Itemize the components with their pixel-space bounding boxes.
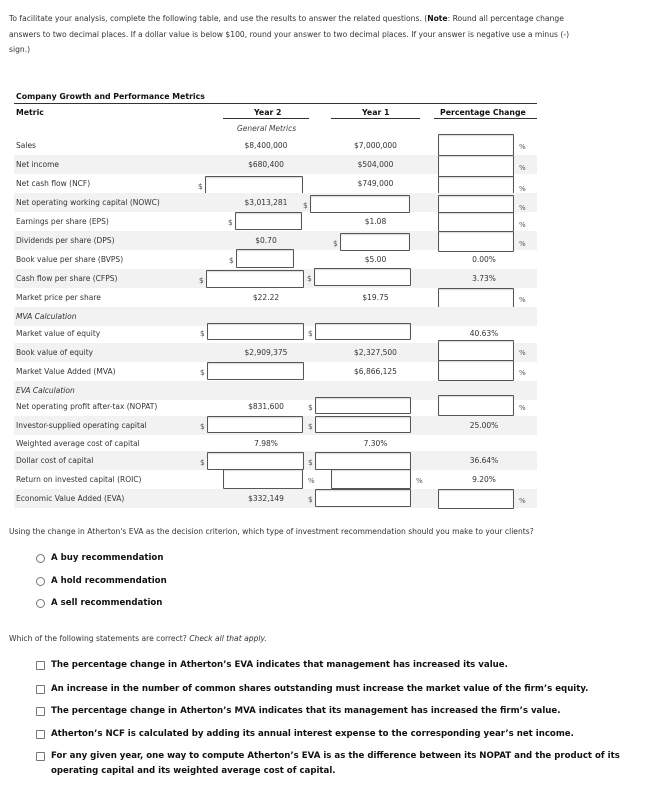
header-percentage-change: Percentage Change: [440, 108, 526, 117]
header-rule-year1: [331, 118, 420, 119]
percentage-change-value: 9.20%: [472, 475, 496, 484]
year2-value: $2,909,375: [244, 348, 288, 357]
radio-option-label: A buy recommendation: [51, 553, 164, 563]
dollar-input[interactable]: [206, 270, 304, 288]
row-label: Net income: [16, 160, 60, 169]
header-metric: Metric: [16, 108, 44, 117]
year1-value: $504,000: [357, 160, 394, 169]
header-rule-year2: [223, 118, 309, 119]
checkbox[interactable]: [36, 730, 45, 739]
percentage-change-value: 25.00%: [469, 421, 499, 430]
row-label: Market price per share: [16, 293, 101, 302]
percent-sign: %: [519, 143, 526, 151]
percent-sign: %: [519, 404, 526, 412]
row-label: Market Value Added (MVA): [16, 367, 116, 376]
year1-value: 7.30%: [363, 439, 388, 448]
percent-sign: %: [519, 296, 526, 304]
dollar-input[interactable]: [235, 212, 302, 230]
year1-value: $6,866,125: [354, 367, 397, 376]
percent-sign: %: [519, 164, 526, 172]
checkbox[interactable]: [36, 752, 45, 761]
dollar-input[interactable]: [236, 249, 294, 268]
dollar-sign: $: [200, 458, 205, 467]
dollar-sign: $: [333, 239, 338, 248]
percent-sign: %: [519, 185, 526, 193]
instructions-line2: answers to two decimal places. If a dollar value is below $100, round your answer to two decimal places. If your answer is negative use a minus (-): [9, 29, 570, 39]
year2-value: $22.22: [252, 293, 280, 302]
row-label: Book value of equity: [16, 348, 94, 357]
year1-value: $749,000: [357, 179, 394, 188]
table-top-rule: [14, 103, 537, 104]
percentage-change-value: 36.64%: [469, 456, 499, 465]
percent-sign: %: [519, 240, 526, 248]
year2-value: $3,013,281: [244, 198, 288, 207]
header-year2: Year 2: [254, 108, 282, 117]
checkbox-option-label: The percentage change in Atherton’s MVA indicates that its management has increased the firm’s value.: [51, 706, 561, 716]
row-label: Dividends per share (DPS): [16, 236, 115, 245]
instructions-line1a: To facilitate your analysis, complete the following table, and use the results to answer the related questions. (: [9, 14, 428, 23]
percent-input[interactable]: [438, 288, 514, 308]
dollar-input[interactable]: [315, 489, 411, 507]
year1-value: $5.00: [364, 255, 387, 264]
dollar-sign: $: [308, 422, 313, 431]
percent-sign: %: [416, 477, 423, 485]
percent-input[interactable]: [331, 469, 411, 489]
radio-option[interactable]: [36, 576, 167, 586]
checkbox-option-label: The percentage change in Atherton’s EVA indicates that management has increased its value.: [51, 660, 508, 670]
percentage-change-value: 0.00%: [472, 255, 496, 264]
checkbox-option[interactable]: [36, 682, 626, 697]
row-label: Net cash flow (NCF): [16, 179, 91, 188]
radio-option-label: A hold recommendation: [51, 576, 167, 586]
percent-sign: %: [519, 497, 526, 505]
question2-prompt: [9, 634, 267, 643]
question2-prompt-text: Which of the following statements are correct?: [9, 634, 190, 643]
dollar-input[interactable]: [207, 452, 304, 470]
percent-input[interactable]: [438, 340, 514, 361]
row-label: Return on invested capital (ROIC): [16, 475, 142, 484]
dollar-input[interactable]: [310, 195, 410, 213]
year1-value: $19.75: [362, 293, 389, 302]
dollar-sign: $: [308, 329, 313, 338]
row-label: Earnings per share (EPS): [16, 217, 109, 226]
instructions-line3: sign.): [9, 45, 31, 54]
percent-sign: %: [308, 477, 315, 485]
percent-input[interactable]: [438, 489, 514, 509]
dollar-input[interactable]: [207, 323, 304, 340]
year1-value: $1.08: [364, 217, 387, 226]
dollar-sign: $: [199, 276, 204, 285]
row-label: Net operating working capital (NOWC): [16, 198, 160, 207]
percent-input[interactable]: [438, 212, 514, 233]
dollar-sign: $: [228, 218, 233, 227]
year2-value: $680,400: [248, 160, 284, 169]
instructions: [9, 11, 629, 58]
row-label: Sales: [16, 141, 36, 150]
radio-button[interactable]: [36, 599, 45, 608]
row-label: Economic Value Added (EVA): [16, 494, 125, 503]
header-year1: Year 1: [362, 108, 390, 117]
row-label: Dollar cost of capital: [16, 456, 94, 465]
year1-value: $2,327,500: [354, 348, 397, 357]
checkbox[interactable]: [36, 707, 45, 716]
dollar-sign: $: [308, 458, 313, 467]
percent-input[interactable]: [438, 134, 514, 156]
header-rule-change: [434, 118, 537, 119]
percent-input[interactable]: [438, 360, 514, 381]
dollar-input[interactable]: [207, 416, 303, 433]
dollar-input[interactable]: [314, 268, 411, 286]
section-label: MVA Calculation: [16, 312, 77, 321]
dollar-sign: $: [308, 403, 313, 412]
section-label: EVA Calculation: [16, 386, 75, 395]
row-label: Book value per share (BVPS): [16, 255, 124, 264]
percent-input[interactable]: [223, 469, 303, 489]
percentage-change-value: 3.73%: [472, 274, 496, 283]
radio-option-label: A sell recommendation: [51, 598, 163, 608]
dollar-input[interactable]: [315, 397, 411, 414]
percent-sign: %: [519, 204, 526, 212]
dollar-sign: $: [198, 182, 203, 191]
dollar-input[interactable]: [207, 362, 304, 380]
checkbox-option-label: An increase in the number of common shares outstanding must increase the market value of the firm’s equity.: [51, 684, 589, 694]
dollar-input[interactable]: [315, 323, 411, 340]
percent-sign: %: [519, 221, 526, 229]
percent-input[interactable]: [438, 395, 514, 416]
radio-button[interactable]: [36, 554, 45, 563]
dollar-input[interactable]: [340, 233, 410, 251]
table-caption: Company Growth and Performance Metrics: [16, 92, 205, 101]
question1-prompt: Using the change in Atherton's EVA as the decision criterion, which type of investment recommendation should you make to your clients?: [9, 527, 534, 536]
dollar-sign: $: [308, 495, 313, 504]
dollar-sign: $: [303, 201, 308, 210]
checkbox-option[interactable]: [36, 658, 626, 673]
dollar-sign: $: [200, 368, 205, 377]
row-label: Market value of equity: [16, 329, 101, 338]
radio-button[interactable]: [36, 577, 45, 586]
percent-input[interactable]: [438, 231, 514, 252]
dollar-sign: $: [200, 329, 205, 338]
year2-subheader: General Metrics: [237, 124, 297, 133]
checkbox[interactable]: [36, 685, 45, 694]
year2-value: $8,400,000: [244, 141, 288, 150]
row-label: Investor-supplied operating capital: [16, 421, 147, 430]
row-label: Weighted average cost of capital: [16, 439, 140, 448]
checkbox-option-label: For any given year, one way to compute Atherton’s EVA is as the difference between its NOPAT and the product of its operating capital and its weighted average cost of capital.: [51, 751, 620, 776]
radio-option[interactable]: [36, 553, 163, 563]
row-label: Net operating profit after-tax (NOPAT): [16, 402, 158, 411]
checkbox-option[interactable]: [36, 704, 626, 719]
dollar-input[interactable]: [205, 176, 303, 194]
dollar-input[interactable]: [315, 452, 411, 470]
checkbox[interactable]: [36, 661, 45, 670]
dollar-sign: $: [229, 256, 234, 265]
radio-option[interactable]: [36, 598, 162, 608]
checkbox-option[interactable]: [36, 727, 626, 742]
year1-value: $7,000,000: [354, 141, 397, 150]
note-label: Note: [427, 14, 448, 23]
question2-check-all: Check all that apply.: [189, 634, 267, 643]
dollar-sign: $: [307, 274, 312, 283]
year2-value: $332,149: [248, 494, 284, 503]
percent-sign: %: [519, 369, 526, 377]
dollar-sign: $: [200, 422, 205, 431]
percentage-change-value: 40.63%: [469, 329, 499, 338]
checkbox-option-label: Atherton’s NCF is calculated by adding its annual interest expense to the corresponding year’s net income.: [51, 729, 574, 739]
year2-value: $831,600: [248, 402, 284, 411]
year2-value: $0.70: [255, 236, 277, 245]
percent-sign: %: [519, 349, 526, 357]
checkbox-option[interactable]: [36, 749, 626, 779]
year2-value: 7.98%: [254, 439, 278, 448]
row-label: Cash flow per share (CFPS): [16, 274, 118, 283]
dollar-input[interactable]: [315, 416, 411, 433]
instructions-line1b: : Round all percentage change: [447, 14, 564, 23]
